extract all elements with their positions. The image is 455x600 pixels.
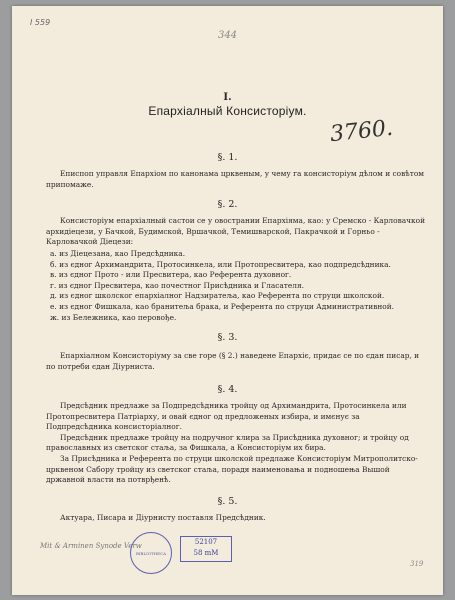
paragraph: Актуара, Писара и Діурнисту поставля Предсѣдник. — [60, 513, 266, 522]
library-stamp-icon — [130, 532, 172, 574]
list-item: б. из єдног Архимандрита, Протосинкела, или Протопресвитера, као подпредсѣдника. — [50, 259, 391, 269]
list-item: в. из єдног Прото - или Пресвитера, као Референта духовног. — [50, 270, 292, 280]
paragraph: Предсѣдник предлаже за Подпредсѣдника тройцу од Архимандрита, Протосинкела или Протопресвитера Патріарху, и овай єдног од предложеных избира, и имєнує за Подпредсѣдника консисторіалног. — [46, 401, 407, 432]
roman-numeral-heading: I. — [223, 92, 232, 103]
document-title: Епархіалный Консисторіум. — [148, 104, 307, 118]
section-heading-4: §. 4. — [217, 384, 238, 395]
list-item: д. из єдног школског епархіалног Надзиратеља, као Референта по струци школской. — [50, 291, 385, 301]
handwritten-signature: Mit & Arminen Synode Verw — [40, 542, 142, 550]
handwritten-reference-number: 3760. — [328, 115, 395, 148]
stamp-text: BIBLIOTHECA — [136, 550, 166, 556]
paragraph: Предсѣдник предлаже тройцу на подручног клира за Присѣдника духовног; и тройцу од православных из светског стаља, за Фишкала, а Консисторіум их бира. — [46, 432, 409, 453]
section-1-text — [46, 169, 428, 190]
paragraph: Консисторіум епархіалный састои се у овострании Епархіяма, као: у Сремско - Карловачкой архидіецези, у Бачкой, Будимской, Вршачкой, Темишварской, Пакрачкой и Горньо - Карловачкой Діецези: — [46, 216, 426, 247]
archive-stamps — [130, 532, 240, 582]
document-page — [12, 6, 443, 595]
section-2-intro — [46, 216, 428, 248]
paragraph: За Присѣдника и Референта по струци школской предлаже Консисторіум Митрополитско-црквеном Сабору тройцу из светског стаља, порадя наименовања и подношења Вышой државной власти на потврђенѣ. — [46, 453, 418, 485]
inventory-stamp — [180, 536, 232, 562]
section-heading-5: §. 5. — [217, 496, 238, 507]
section-2-list — [46, 249, 428, 323]
section-heading-1: §. 1. — [217, 152, 238, 163]
paragraph: Епархіалном Консисторіуму за све горе (§ 2.) наведене Епархіє, придає се по єдан писар, и по потреби єдан Діурниста. — [46, 351, 420, 371]
paragraph: Еписпоп управля Епархіом по канонама црквеным, у чему га консисторіум дѣлом и совѣтом припомаже. — [46, 169, 425, 189]
corner-note: I 559 — [30, 18, 51, 27]
top-handwritten-number: 344 — [217, 30, 238, 41]
stamp-line: 58 mM — [193, 549, 219, 557]
section-5-text — [46, 513, 428, 524]
list-item: ж. из Бележника, као перовође. — [50, 312, 177, 322]
page-number: 319 — [410, 560, 424, 568]
stamp-line: 52107 — [194, 538, 218, 546]
list-item: а. из Діецезана, као Предсѣдника. — [50, 249, 186, 258]
list-item: г. из єдног Пресвитера, као почестног Присѣдника и Гласателя. — [50, 280, 304, 290]
section-3-text — [46, 351, 428, 372]
section-4-text — [46, 401, 428, 486]
list-item: е. из єдног Фишкала, као бранитеља брака, и Референта по струци Административной. — [50, 301, 395, 311]
section-heading-3: §. 3. — [217, 332, 238, 343]
section-heading-2: §. 2. — [217, 199, 238, 210]
